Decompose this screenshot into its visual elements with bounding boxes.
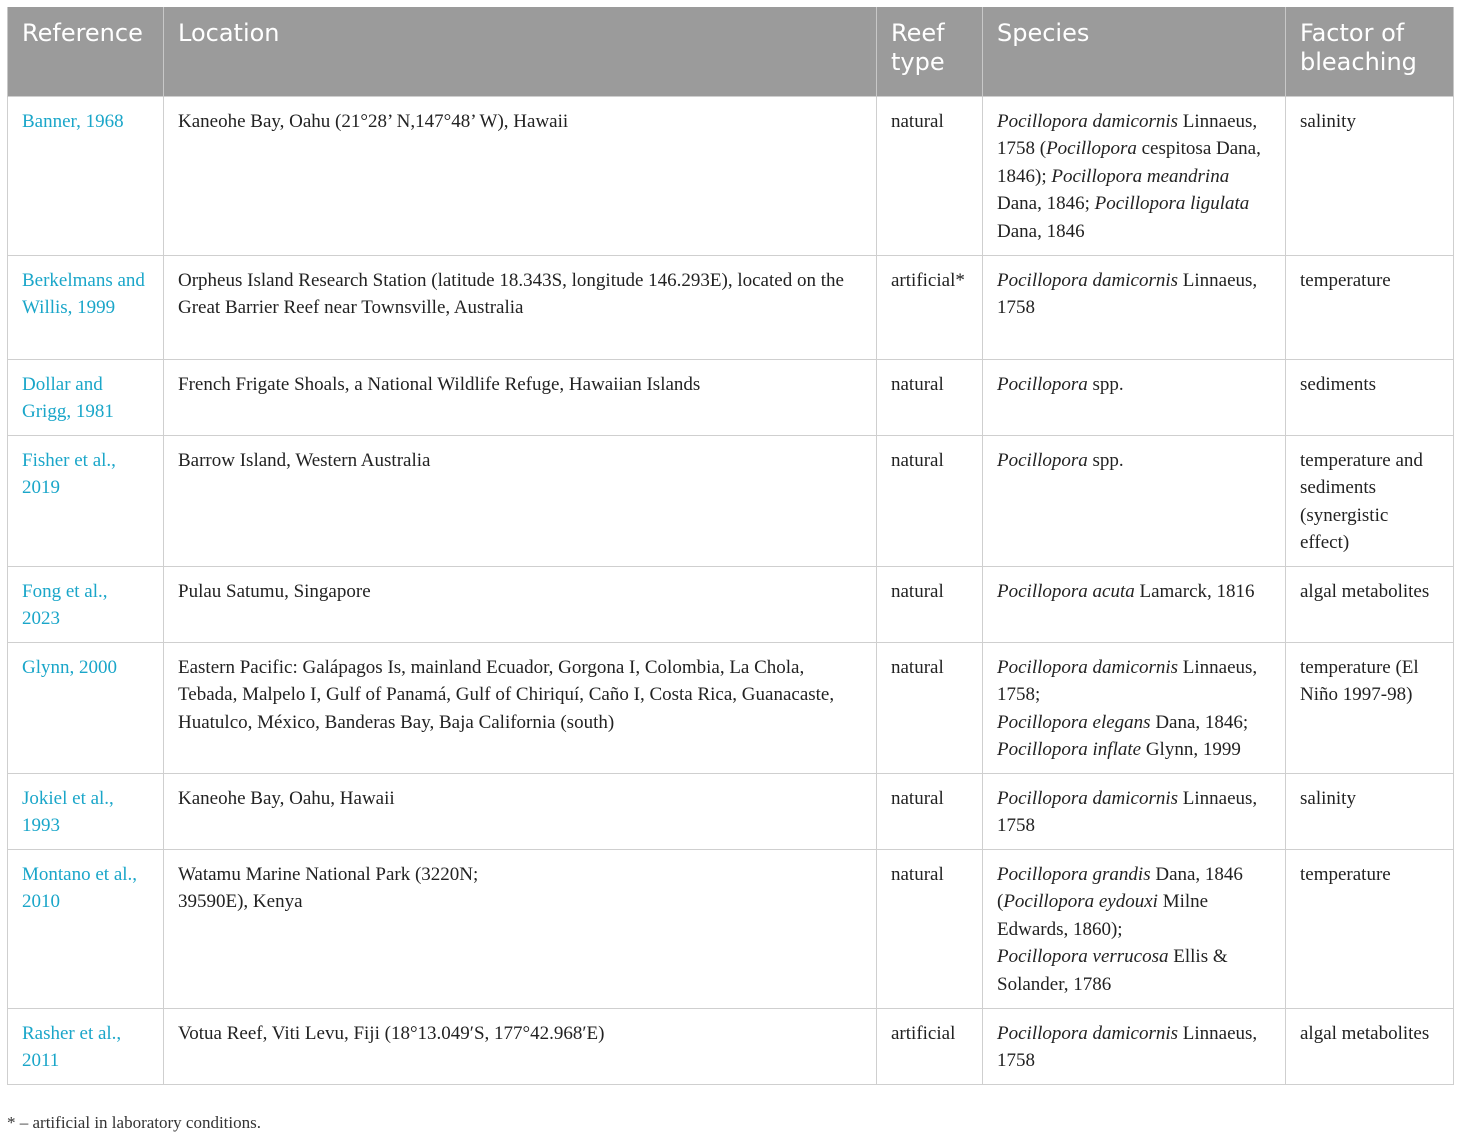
species-name: Pocillopora inflate <box>997 739 1142 760</box>
species-name: Pocillopora meandrina <box>1051 165 1230 187</box>
table-row <box>8 359 1454 435</box>
species-text: Dana, 1846; <box>1150 711 1249 733</box>
species-name: Pocillopora damicornis <box>997 787 1179 809</box>
species-text: Ellis & Solander, 1786 <box>997 946 1228 995</box>
species-name: Pocillopora <box>1046 138 1137 159</box>
reef-type-cell: artificial* <box>877 255 983 359</box>
species-name: Pocillopora damicornis <box>997 1022 1179 1044</box>
reef-type-cell: natural <box>877 642 983 773</box>
factor-cell: algal metabolites <box>1286 1008 1454 1084</box>
table-row <box>8 1008 1454 1084</box>
location-cell: Kaneohe Bay, Oahu (21°28’ N,147°48’ W), Hawaii <box>164 96 877 255</box>
location-cell: Barrow Island, Western Australia <box>164 435 877 566</box>
reef-type-cell: natural <box>877 96 983 255</box>
species-name: Pocillopora eydouxi <box>1003 891 1158 912</box>
table-row <box>8 773 1454 849</box>
species-cell <box>983 849 1286 1008</box>
factor-cell: temperature <box>1286 849 1454 1008</box>
species-name: Pocillopora damicornis <box>997 269 1179 291</box>
species-text: Dana, 1846 <box>997 220 1085 242</box>
bleaching-studies-table <box>7 7 1454 1085</box>
species-name: Pocillopora <box>997 449 1088 471</box>
header-factor: Factor of bleaching <box>1286 7 1454 96</box>
location-cell: French Frigate Shoals, a National Wildlife Refuge, Hawaiian Islands <box>164 359 877 435</box>
factor-cell: salinity <box>1286 773 1454 849</box>
species-cell <box>983 566 1286 642</box>
species-text: Linnaeus, 1758 <box>997 1022 1258 1071</box>
reef-type-cell: artificial <box>877 1008 983 1084</box>
species-text: Linnaeus, 1758 <box>997 787 1258 836</box>
species-text: Linnaeus, 1758; <box>997 656 1258 705</box>
header-reef-type: Reef type <box>877 7 983 96</box>
species-text: Dana, 1846; <box>997 193 1095 214</box>
location-cell <box>164 849 877 1008</box>
factor-cell: salinity <box>1286 96 1454 255</box>
factor-cell: temperature and sediments (synergistic effect) <box>1286 435 1454 566</box>
factor-cell: sediments <box>1286 359 1454 435</box>
factor-cell: algal metabolites <box>1286 566 1454 642</box>
location-line: 39590E), Kenya <box>178 891 303 912</box>
species-name: Pocillopora ligulata <box>1094 193 1250 214</box>
table-row <box>8 435 1454 566</box>
location-cell: Pulau Satumu, Singapore <box>164 566 877 642</box>
table-row <box>8 96 1454 255</box>
reef-type-cell: natural <box>877 359 983 435</box>
location-line: Watamu Marine National Park (3220N; <box>178 863 479 885</box>
species-text: Lamarck, 1816 <box>1134 580 1255 602</box>
reference-link[interactable]: Jokiel et al., 1993 <box>8 773 164 849</box>
reference-link[interactable]: Rasher et al., 2011 <box>8 1008 164 1084</box>
species-name: Pocillopora acuta <box>997 580 1135 602</box>
location-cell: Orpheus Island Research Station (latitude 18.343S, longitude 146.293E), located on the Great Barrier Reef near Townsville, Australia <box>164 255 877 359</box>
species-text: Dana, 1846 ( <box>997 863 1243 912</box>
table-row <box>8 642 1454 773</box>
species-name: Pocillopora verrucosa <box>997 946 1169 967</box>
table-footnote: * – artificial in laboratory conditions. <box>7 1113 261 1132</box>
location-cell: Eastern Pacific: Galápagos Is, mainland Ecuador, Gorgona I, Colombia, La Chola, Tebada, Malpelo I, Gulf of Panamá, Gulf of Chiriquí, Caño I, Costa Rica, Guanacaste, Huatulco, México, Banderas Bay, Baja California (south) <box>164 642 877 773</box>
species-cell <box>983 255 1286 359</box>
reef-type-cell: natural <box>877 566 983 642</box>
reference-link[interactable]: Berkelmans and Willis, 1999 <box>8 255 164 359</box>
species-cell <box>983 435 1286 566</box>
species-name: Pocillopora damicornis <box>997 656 1179 678</box>
species-cell <box>983 359 1286 435</box>
table-row <box>8 849 1454 1008</box>
reference-link[interactable]: Fong et al., 2023 <box>8 566 164 642</box>
reference-link[interactable]: Fisher et al., 2019 <box>8 435 164 566</box>
species-cell <box>983 642 1286 773</box>
reef-type-cell: natural <box>877 773 983 849</box>
factor-cell: temperature <box>1286 255 1454 359</box>
species-text: spp. <box>1087 373 1124 395</box>
reef-type-cell: natural <box>877 435 983 566</box>
species-cell <box>983 773 1286 849</box>
header-species: Species <box>983 7 1286 96</box>
factor-cell: temperature (El Niño 1997-98) <box>1286 642 1454 773</box>
species-text: cespitosa Dana, 1846); <box>997 138 1261 187</box>
table-row <box>8 255 1454 359</box>
reef-type-cell: natural <box>877 849 983 1008</box>
species-text: Linnaeus, 1758 <box>997 269 1258 318</box>
species-text: spp. <box>1087 449 1124 471</box>
species-cell <box>983 96 1286 255</box>
species-cell <box>983 1008 1286 1084</box>
location-cell: Votua Reef, Viti Levu, Fiji (18°13.049′S, 177°42.968′E) <box>164 1008 877 1084</box>
reference-link[interactable]: Glynn, 2000 <box>8 642 164 773</box>
header-row <box>8 7 1454 96</box>
species-text: Linnaeus, 1758 ( <box>997 110 1258 159</box>
species-name: Pocillopora <box>997 373 1088 395</box>
reference-link[interactable]: Montano et al., 2010 <box>8 849 164 1008</box>
reference-link[interactable]: Dollar and Grigg, 1981 <box>8 359 164 435</box>
species-text: Glynn, 1999 <box>1141 739 1241 760</box>
location-cell: Kaneohe Bay, Oahu, Hawaii <box>164 773 877 849</box>
species-name: Pocillopora damicornis <box>997 110 1179 132</box>
species-name: Pocillopora elegans <box>997 711 1151 733</box>
species-name: Pocillopora grandis <box>997 863 1151 885</box>
table-row <box>8 566 1454 642</box>
species-text: Milne Edwards, 1860); <box>997 891 1209 940</box>
reference-link[interactable]: Banner, 1968 <box>8 96 164 255</box>
header-location: Location <box>164 7 877 96</box>
header-reference: Reference <box>8 7 164 96</box>
